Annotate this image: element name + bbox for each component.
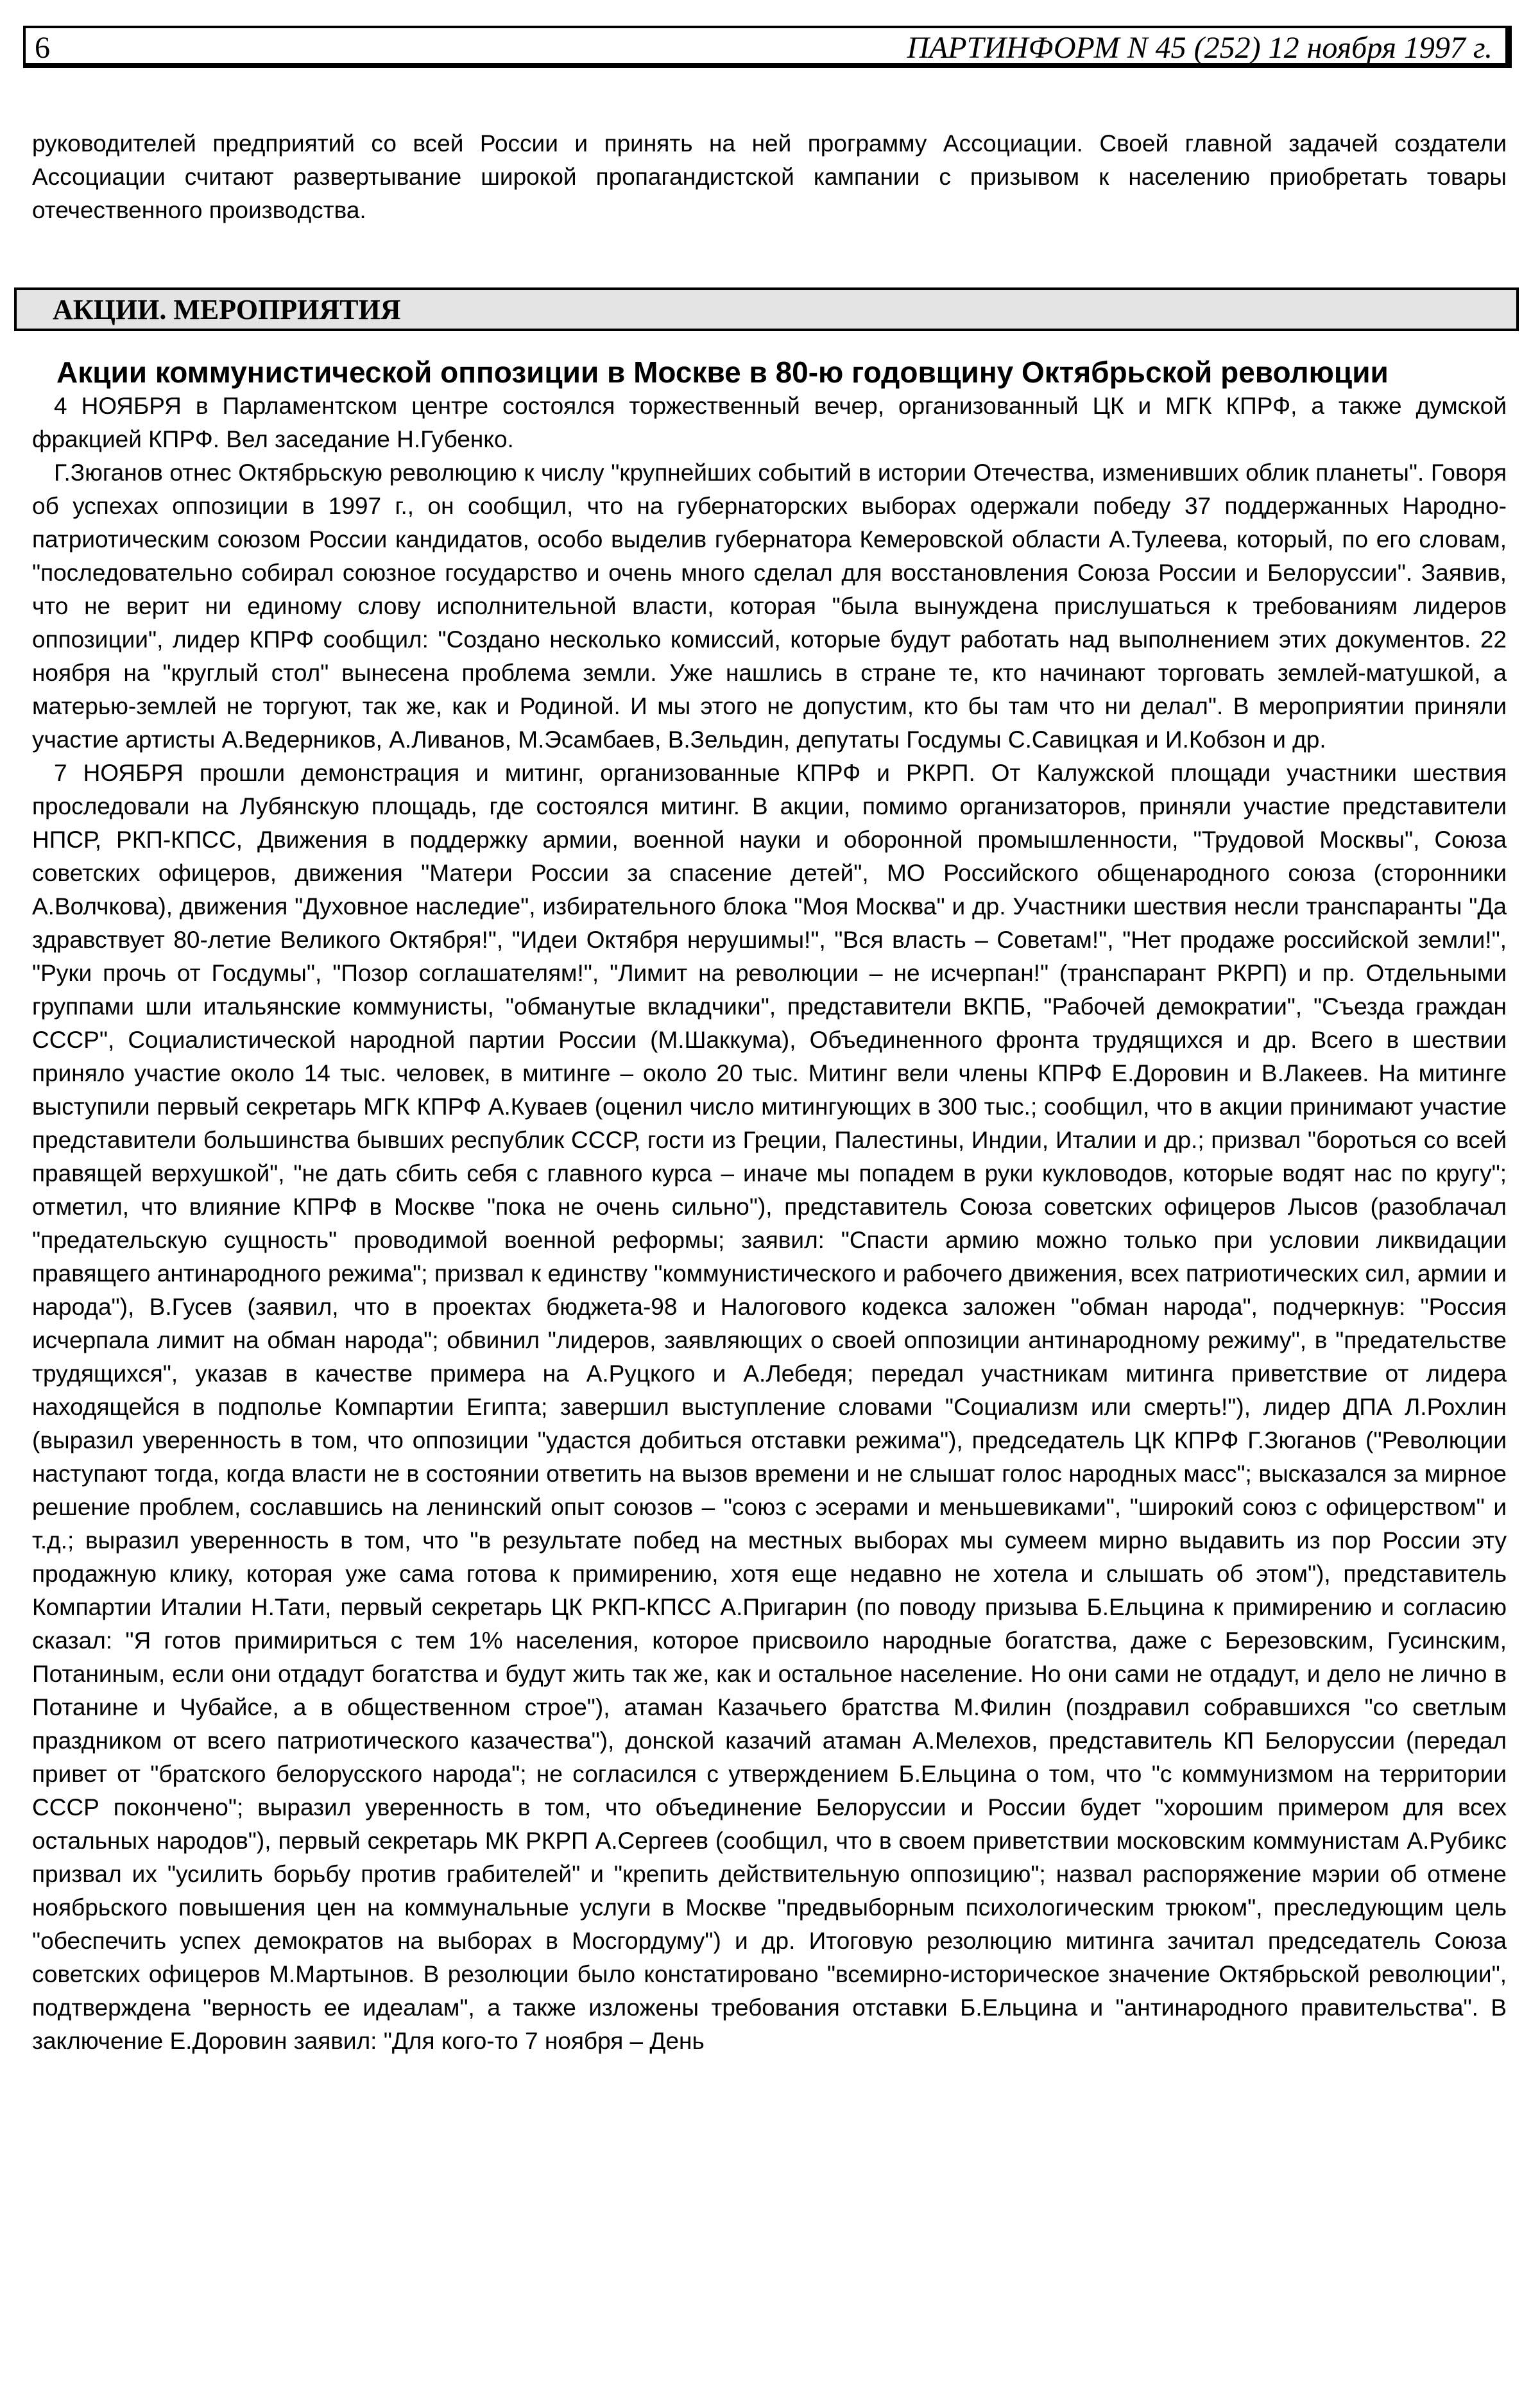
page-header [23,26,1512,68]
intro-paragraph: руководителей предприятий со всей России и принять на ней программу Ассоциации. Своей главной задачей создатели Ассоциации считают развертывание широкой пропагандистской кампании с призывом к населению приобретать товары отечественного производства. [32,130,1507,223]
section-heading: АКЦИИ. МЕРОПРИЯТИЯ [14,287,1519,331]
article-paragraph: Г.Зюганов отнес Октябрьскую революцию к числу "крупнейших событий в истории Отечества, изменивших облик планеты". Говоря об успехах оппозиции в 1997 г., он сообщил, что на губернаторских выборах одержали победу 37 поддержанных Народно-патриотическим союзом России кандидатов, особо выделив губернатора Кемеровской области А.Тулеева, который, по его словам, "последовательно собирал союзное государство и очень много сделал для восстановления Союза России и Белоруссии". Заявив, что не верит ни единому слову исполнительной власти, которая "была вынуждена прислушаться к требованиям лидеров оппозиции", лидер КПРФ сообщил: "Создано несколько комиссий, которые будут работать над выполнением этих документов. 22 ноября на "круглый стол" вынесена проблема земли. Уже нашлись в стране те, кто начинают торговать землей-матушкой, а матерью-землей не торгуют, так же, как и Родиной. И мы этого не допустим, кто бы там что ни делал". В мероприятии приняли участие артисты А.Ведерников, А.Ливанов, М.Эсамбаев, В.Зельдин, депутаты Госдумы С.Савицкая и И.Кобзон и др. [32,459,1507,753]
article-paragraph: 4 НОЯБРЯ в Парламентском центре состоялся торжественный вечер, организованный ЦК и МГК КПРФ, а также думской фракцией КПРФ. Вел заседание Н.Губенко. [32,393,1507,452]
page-number: 6 [35,31,50,65]
article-title: Акции коммунистической оппозиции в Москве в 80-ю годовщину Октябрьской революции [56,356,1389,389]
article-paragraph: 7 НОЯБРЯ прошли демонстрация и митинг, организованные КПРФ и РКРП. От Калужской площади участники шествия проследовали на Лубянскую площадь, где состоялся митинг. В акции, помимо организаторов, приняли участие представители НПСР, РКП-КПСС, Движения в поддержку армии, военной науки и оборонной промышленности, "Трудовой Москвы", Союза советских офицеров, движения "Матери России за спасение детей", МО Российского общенародного союза (сторонники А.Волчкова), движения "Духовное наследие", избирательного блока "Моя Москва" и др. Участники шествия несли транспаранты "Да здравствует 80-летие Великого Октября!", "Идеи Октября нерушимы!", "Вся власть – Советам!", "Нет продаже российской земли!", "Руки прочь от Госдумы", "Позор соглашателям!", "Лимит на революции – не исчерпан!" (транспарант РКРП) и пр. Отдельными группами шли итальянские коммунисты, "обманутые вкладчики", представители ВКПБ, "Рабочей демократии", "Съезда граждан СССР", Социалистической народной партии России (М.Шаккума), Объединенного фронта трудящихся и др. Всего в шествии приняло участие около 14 тыс. человек, в митинге – около 20 тыс. Митинг вели члены КПРФ Е.Доровин и В.Лакеев. На митинге выступили первый секретарь МГК КПРФ А.Куваев (оценил число митингующих в 300 тыс.; сообщил, что в акции принимают участие представители большинства бывших республик СССР, гости из Греции, Палестины, Индии, Италии и др.; призвал "бороться со всей правящей верхушкой", "не дать сбить себя с главного курса – иначе мы попадем в руки кукловодов, которые водят нас по кругу"; отметил, что влияние КПРФ в Москве "пока не очень сильно"), представитель Союза советских офицеров Лысов (разоблачал "предательскую сущность" проводимой военной реформы; заявил: "Спасти армию можно только при условии ликвидации правящего антинародного режима"; призвал к единству "коммунистического и рабочего движения, всех патриотических сил, армии и народа"), В.Гусев (заявил, что в проектах бюджета-98 и Налогового кодекса заложен "обман народа", подчеркнув: "Россия исчерпала лимит на обман народа"; обвинил "лидеров, заявляющих о своей оппозиции антинародному режиму", в "предательстве трудящихся", указав в качестве примера на А.Руцкого и А.Лебедя; передал участникам митинга приветствие от лидера находящейся в подполье Компартии Египта; завершил выступление словами "Социализм или смерть!"), лидер ДПА Л.Рохлин (выразил уверенность в том, что оппозиции "удастся добиться отставки режима"), председатель ЦК КПРФ Г.Зюганов ("Революции наступают тогда, когда власти не в состоянии ответить на вызов времени и не слышат голос народных масс"; высказался за мирное решение проблем, сославшись на ленинский опыт союзов – "союз с эсерами и меньшевиками", "широкий союз с офицерством" и т.д.; выразил уверенность в том, что "в результате побед на местных выборах мы сумеем мирно выдавить из пор России эту продажную клику, которая уже сама готова к примирению, хотя еще недавно не хотела и слышать об этом"), представитель Компартии Италии Н.Тати, первый секретарь ЦК РКП-КПСС А.Пригарин (по поводу призыва Б.Ельцина к примирению и согласию сказал: "Я готов примириться с тем 1% населения, которое присвоило народные богатства, даже с Березовским, Гусинским, Потаниным, если они отдадут богатства и будут жить так же, как и остальное население. Но они сами не отдадут, и дело не лично в Потанине и Чубайсе, а в общественном строе"), атаман Казачьего братства М.Филин (поздравил собравшихся "со светлым праздником от всего патриотического казачества"), донской казачий атаман А.Мелехов, представитель КП Белоруссии (передал привет от "братского белорусского народа"; не согласился с утверждением Б.Ельцина о том, что "с коммунизмом на территории СССР покончено"; выразил уверенность в том, что объединение Белоруссии и России будет "хорошим примером для всех остальных народов"), первый секретарь МК РКРП А.Сергеев (сообщил, что в своем приветствии московским коммунистам А.Рубикс призвал их "усилить борьбу против грабителей" и "крепить действительную оппозицию"; назвал распоряжение мэрии об отмене ноябрьского повышения цен на коммунальные услуги в Москве "предвыборным психологическим трюком", преследующим цель "обеспечить успех демократов на выборах в Мосгордуму") и др. Итоговую резолюцию митинга зачитал председатель Союза советских офицеров М.Мартынов. В резолюции было констатировано "всемирно-историческое значение Октябрьской революции", подтверждена "верность ее идеалам", а также изложены требования отставки Б.Ельцина и "антинародного правительства". В заключение Е.Доровин заявил: "Для кого-то 7 ноября – День [32,760,1507,2054]
publication-title: ПАРТИНФОРМ N 45 (252) 12 ноября 1997 г. [907,31,1493,65]
article-body [32,390,1507,2058]
intro-block [32,127,1507,227]
